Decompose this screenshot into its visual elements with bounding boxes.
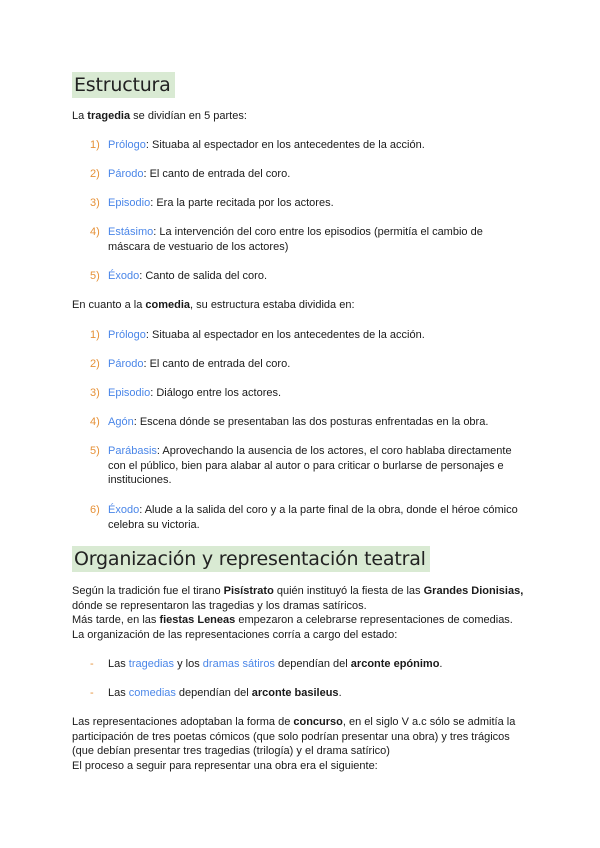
heading-organizacion: Organización y representación teatral — [72, 546, 430, 572]
term-episodio: Episodio — [108, 197, 151, 209]
term-prologo: Prólogo — [108, 139, 146, 151]
term-prologo: Prólogo — [108, 329, 146, 341]
list-item: Las comedias dependían del arconte basileus. — [108, 687, 342, 699]
bullet-dash: - — [90, 658, 94, 670]
paragraph-pisistrato: Según la tradición fue el tirano Pisístrato quién instituyó la fiesta de las Grandes Dionisias, dónde se representaron las tragedias y los dramas satíricos. — [72, 585, 524, 612]
term-parodo: Párodo — [108, 358, 144, 370]
term-estasimo: Estásimo — [108, 226, 154, 238]
paragraph-proceso: El proceso a seguir para representar una obra era el siguiente: — [72, 760, 378, 772]
tragedia-intro: La tragedia se dividían en 5 partes: — [72, 110, 247, 122]
term-episodio: Episodio — [108, 387, 151, 399]
document-page: Estructura La tragedia se dividían en 5 partes: 1) Prólogo: Situaba al espectador en los antecedentes de la acción. 2) Párodo: El canto de entrada del coro. 3) Episodio: Era la parte recitada por los actores. 4) Estásimo: La intervención del coro entre los episodios (permitía el cambio de máscara de vestuario de los actores) 5) Éxodo: Canto de salida del coro. En cuanto a la comedia, su estructura estaba dividida en: 1) Prólogo: Situaba al espectador en los antecedentes de la acción. 2) Párodo: El canto de entrada del coro. 3) Episodio: Diálogo entre los actores. 4) Agón: Escena dónde se presentaban las dos posturas enfrentadas en la obra. 5) Parábasis: Aprovechando la ausencia de los actores, el coro hablaba directamente con el público, bien para alabar al autor o para criticar o burlarse de personajes e instituciones. 6) Éxodo: Alude a la salida del coro y a la parte final de la obra, donde el héroe cómico celebra su victoria. Organización y representación teatral Según la tradición fue el tirano Pisístrato quién instituyó la fiesta de las Grandes Dionisias, dónde se representaron las tragedias y los dramas satíricos. Más tarde, en las fiestas Leneas empezaron a celebrarse representaciones de comedias. La organización de las representaciones corría a cargo del estado: - Las tragedias y los dramas sátiros dependían del arconte epónimo. - Las comedias dependían del arconte basileus. Las representaciones adoptaban la forma de concurso, en el siglo V a.c sólo se admitía la participación de tres poetas cómicos (que solo podrían presentar una obra) y tres trágicos (que debían presentar tres tragedias (trilogía) y el drama satírico) El proceso a seguir para representar una obra era el siguiente: — [0, 0, 600, 848]
paragraph-leneas: Más tarde, en las fiestas Leneas empezaron a celebrarse representaciones de comedias. — [72, 614, 513, 626]
term-parodo: Párodo — [108, 168, 144, 180]
list-item: Las tragedias y los dramas sátiros dependían del arconte epónimo. — [108, 658, 443, 670]
heading-estructura: Estructura — [72, 72, 175, 98]
term-exodo: Éxodo — [108, 504, 140, 516]
term-parabasis: Parábasis — [108, 445, 157, 457]
comedia-intro: En cuanto a la comedia, su estructura estaba dividida en: — [72, 299, 355, 311]
paragraph-organizacion: La organización de las representaciones corría a cargo del estado: — [72, 629, 398, 641]
term-exodo: Éxodo — [108, 270, 140, 282]
term-agon: Agón — [108, 416, 134, 428]
bullet-dash: - — [90, 687, 94, 699]
paragraph-concurso: Las representaciones adoptaban la forma de concurso, en el siglo V a.c sólo se admitía la participación de tres poetas cómicos (que solo podrían presentar una obra) y tres trágicos (que debían presentar tres tragedias (trilogía) y el drama satírico) — [72, 716, 516, 757]
